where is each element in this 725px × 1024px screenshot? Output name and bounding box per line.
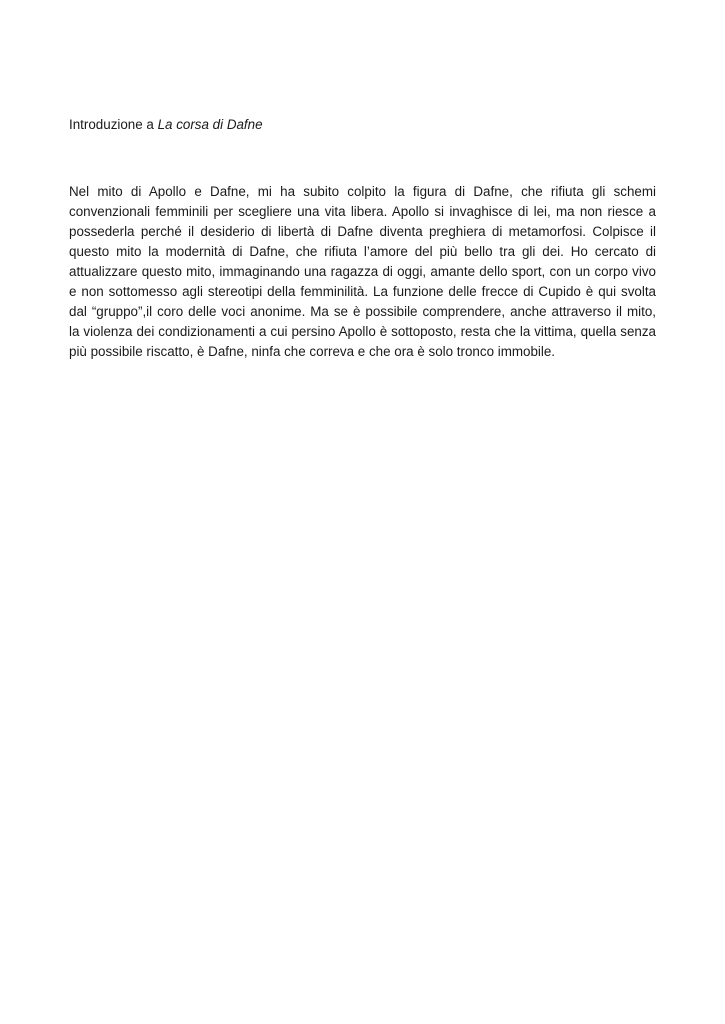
title-work-name: La corsa di Dafne (157, 117, 263, 132)
document-paragraph (69, 182, 656, 362)
paragraph-line: possederla perché il desiderio di libertà di Dafne diventa preghiera di metamorfosi. Colpisce il (69, 224, 656, 239)
paragraph-line: attualizzare questo mito, immaginando una ragazza di oggi, amante dello sport, con un corpo vivo (69, 264, 656, 279)
paragraph-line: e non sottomesso agli stereotipi della femminilità. La funzione delle frecce di Cupido è qui svolta (69, 284, 656, 299)
paragraph-line: dal “gruppo”,il coro delle voci anonime. Ma se è possibile comprendere, anche attraverso il mito, (69, 304, 656, 319)
paragraph-line: questo mito la modernità di Dafne, che rifiuta l’amore del più bello tra gli dei. Ho cercato di (69, 244, 656, 259)
paragraph-line: Nel mito di Apollo e Dafne, mi ha subito colpito la figura di Dafne, che rifiuta gli schemi (69, 184, 656, 199)
document-title (69, 116, 263, 134)
paragraph-line: più possibile riscatto, è Dafne, ninfa che correva e che ora è solo tronco immobile. (69, 344, 556, 359)
paragraph-line: convenzionali femminili per scegliere una vita libera. Apollo si invaghisce di lei, ma non riesce a (69, 204, 656, 219)
title-prefix: Introduzione a (69, 117, 158, 132)
paragraph-line: la violenza dei condizionamenti a cui persino Apollo è sottoposto, resta che la vittima, quella senza (69, 324, 656, 339)
